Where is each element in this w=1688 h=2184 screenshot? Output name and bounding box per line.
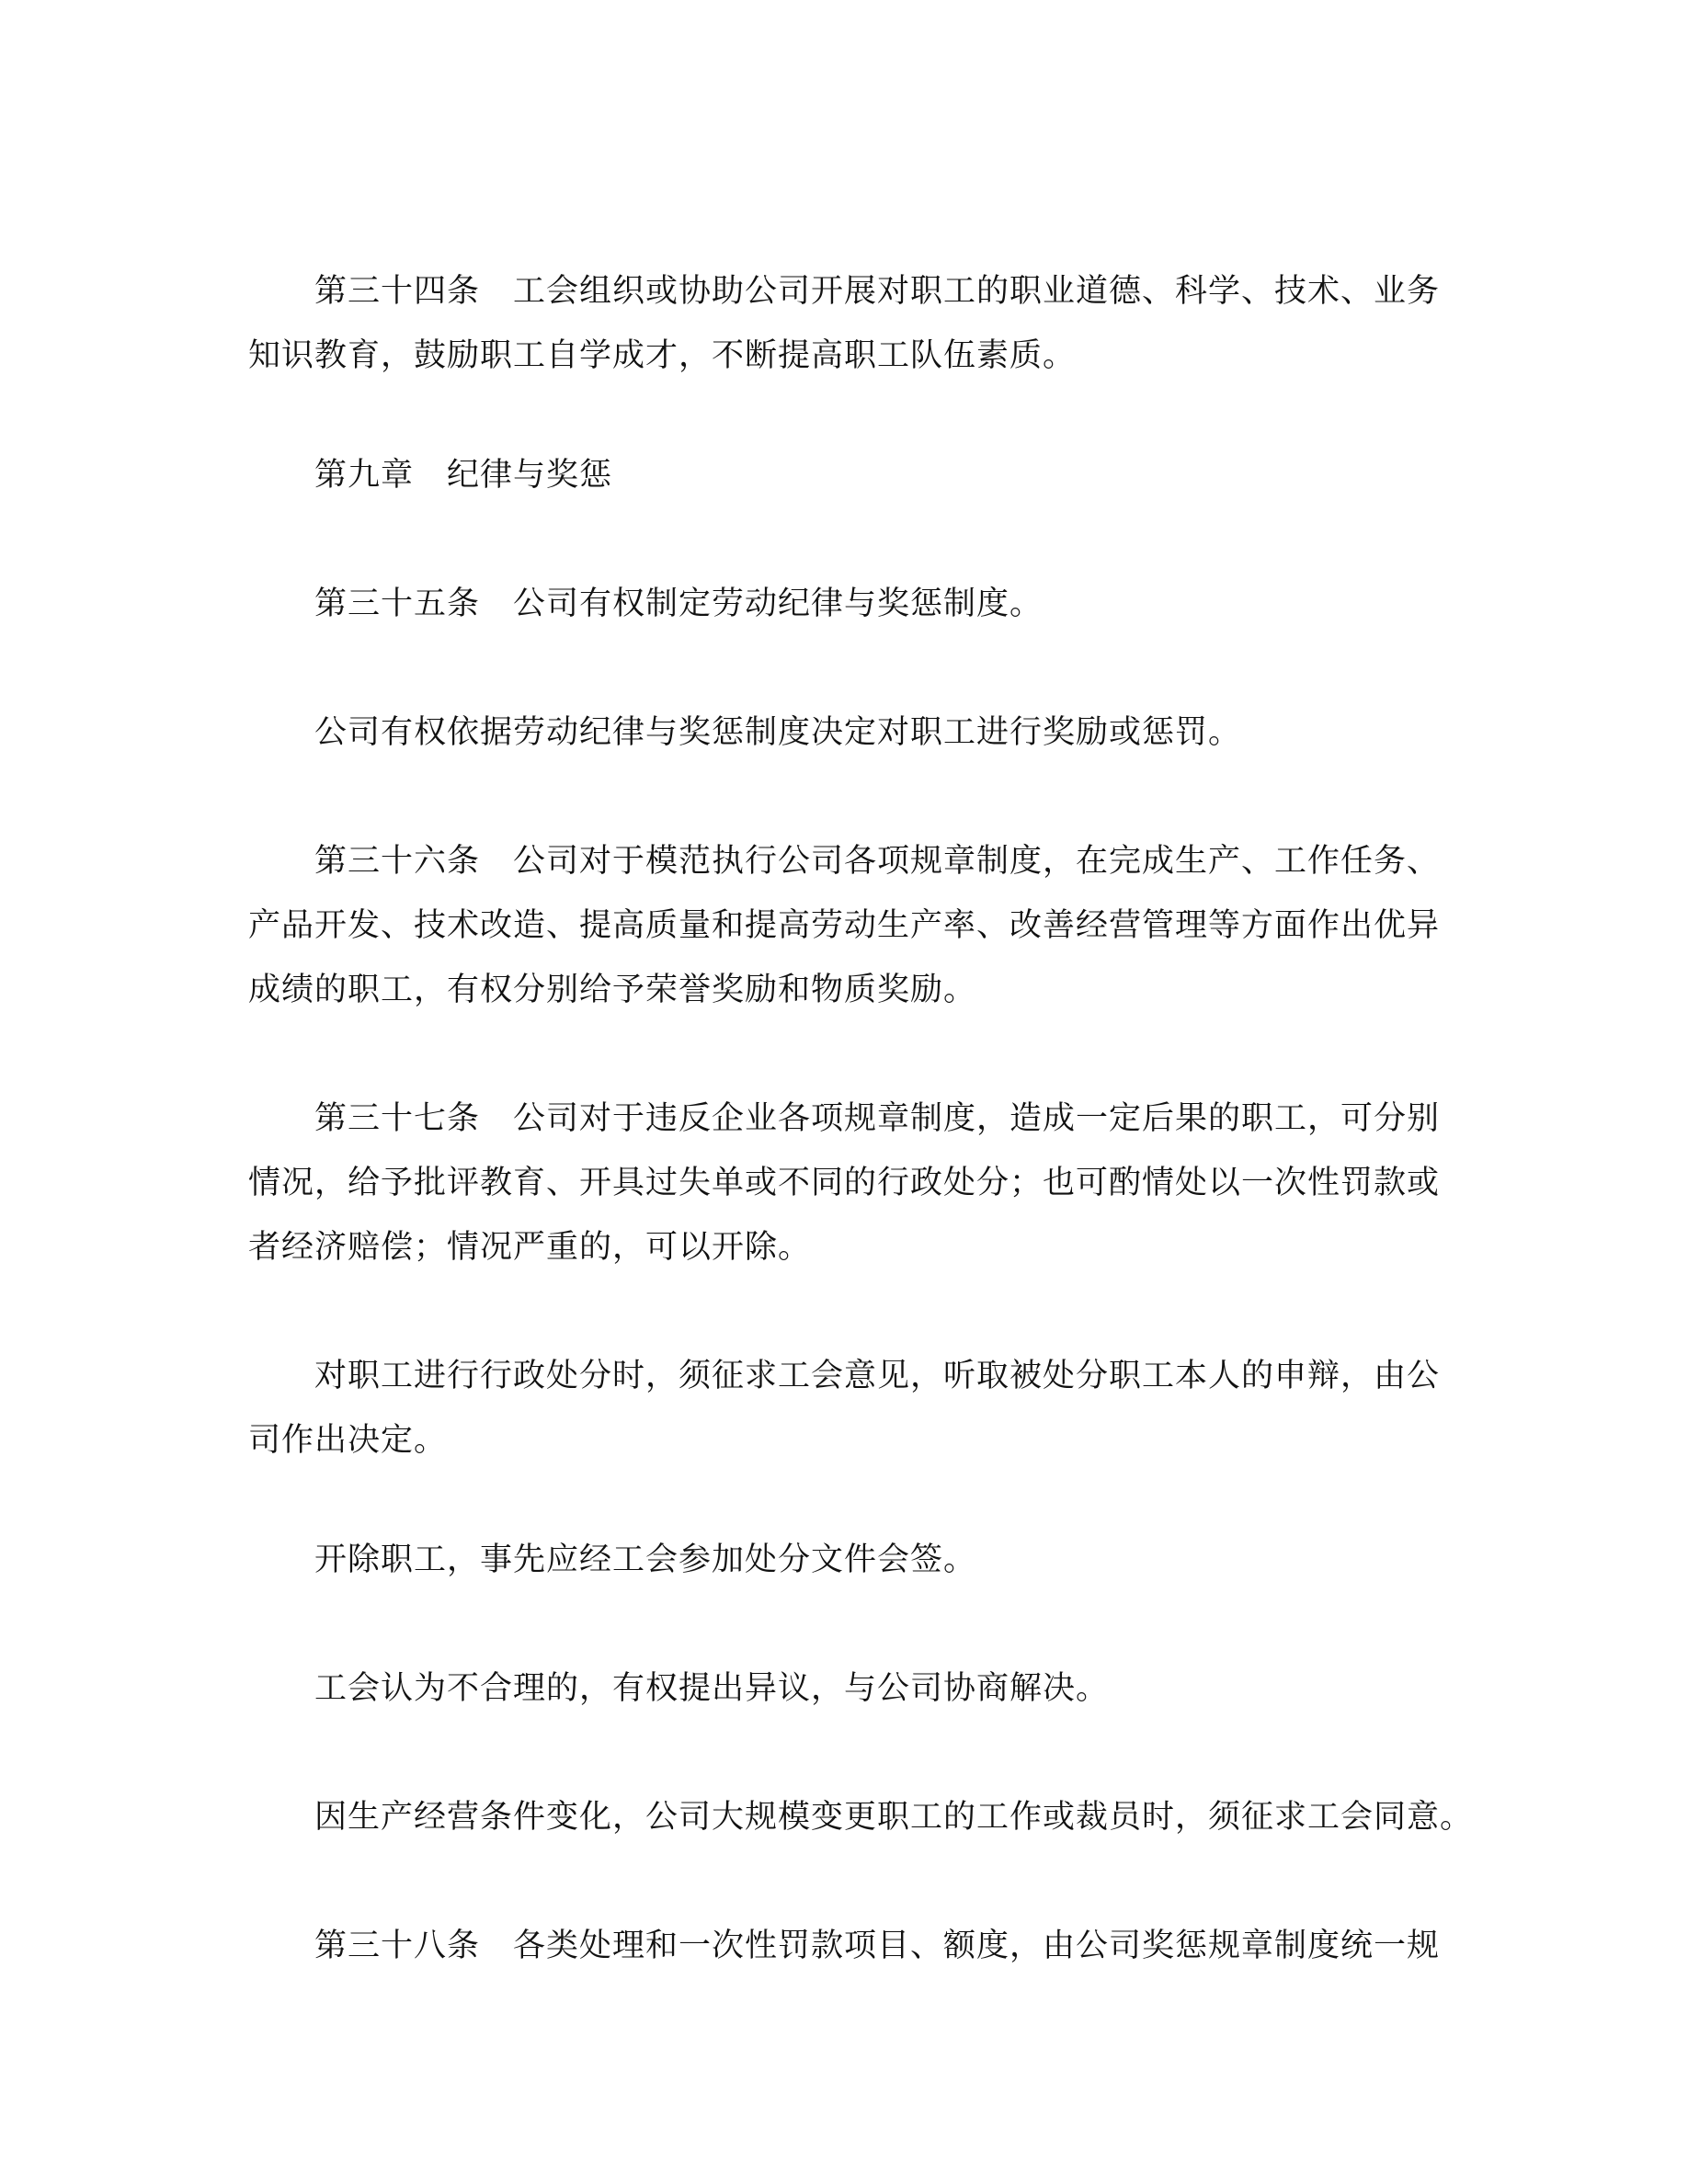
article-label: 第三十七条 xyxy=(314,1100,481,1137)
paragraph-article-38 xyxy=(248,1914,1443,1978)
paragraph-article-35-clause xyxy=(248,700,1443,765)
clause-text: 因生产经营条件变化，公司大规模变更职工的工作或裁员时，须征求工会同意。 xyxy=(314,1799,1474,1836)
paragraph-article-35 xyxy=(248,572,1443,636)
article-label: 第三十五条 xyxy=(314,586,481,622)
paragraph-article-37 xyxy=(248,1086,1443,1280)
article-text: 公司对于模范执行公司各项规章制度，在完成生产、工作任务、产品开发、技术改造、提高质量和提高劳动生产率、改善经营管理等方面作出优异成绩的职工，有权分别给予荣誉奖励和物质奖励。 xyxy=(248,843,1441,1008)
clause-text: 公司有权依据劳动纪律与奖惩制度决定对职工进行奖励或惩罚。 xyxy=(314,714,1242,751)
paragraph-article-37-clause-4 xyxy=(248,1785,1474,1849)
clause-text: 开除职工，事先应经工会参加处分文件会签。 xyxy=(314,1541,977,1578)
paragraph-article-37-clause-2 xyxy=(248,1528,1443,1592)
article-text: 公司对于违反企业各项规章制度，造成一定后果的职工，可分别情况，给予批评教育、开具过失单或不同的行政处分；也可酌情处以一次性罚款或者经济赔偿；情况严重的，可以开除。 xyxy=(248,1100,1441,1266)
paragraph-article-37-clause-3 xyxy=(248,1656,1443,1721)
chapter-label: 第九章 xyxy=(314,457,415,494)
article-text: 工会组织或协助公司开展对职工的职业道德、科学、技术、业务知识教育，鼓励职工自学成才，不断提高职工队伍素质。 xyxy=(248,273,1441,374)
article-text: 公司有权制定劳动纪律与奖惩制度。 xyxy=(513,586,1044,622)
paragraph-article-34 xyxy=(248,259,1443,388)
chapter-heading-9 xyxy=(248,443,1443,507)
article-label: 第三十四条 xyxy=(314,273,481,310)
chapter-title: 纪律与奖惩 xyxy=(447,457,613,494)
article-label: 第三十八条 xyxy=(314,1928,481,1964)
article-label: 第三十六条 xyxy=(314,843,481,880)
paragraph-article-36 xyxy=(248,829,1443,1022)
clause-text: 对职工进行行政处分时，须征求工会意见，听取被处分职工本人的申辩，由公司作出决定。 xyxy=(248,1358,1441,1459)
clause-text: 工会认为不合理的，有权提出异议，与公司协商解决。 xyxy=(314,1670,1110,1707)
article-text: 各类处理和一次性罚款项目、额度，由公司奖惩规章制度统一规 xyxy=(513,1928,1441,1964)
paragraph-article-37-clause-1 xyxy=(248,1344,1443,1473)
